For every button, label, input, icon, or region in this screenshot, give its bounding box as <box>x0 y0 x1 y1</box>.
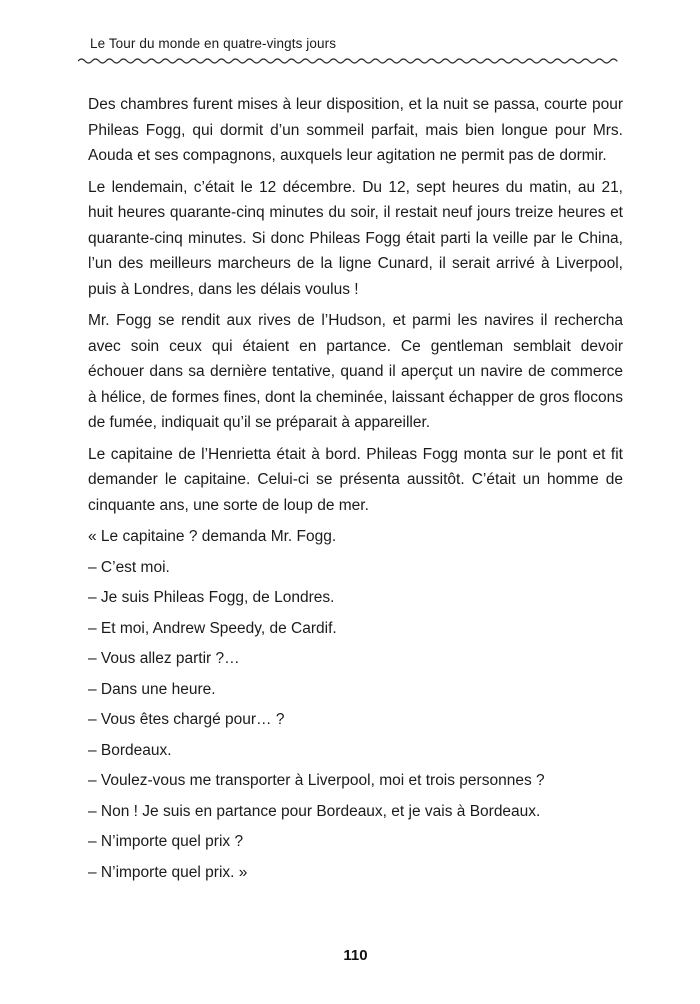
page-text-block <box>88 92 623 890</box>
wavy-path <box>78 59 617 63</box>
dialogue-line: – Non ! Je suis en partance pour Bordeaux, et je vais à Bordeaux. <box>88 802 541 820</box>
dialogue-line: – Voulez-vous me transporter à Liverpool, moi et trois personnes ? <box>88 772 545 789</box>
dialogue-line: – Et moi, Andrew Speedy, de Cardif. <box>88 619 337 637</box>
dialogue-line: – Vous êtes chargé pour… ? <box>88 711 285 728</box>
dialogue-line: – Dans une heure. <box>88 680 216 698</box>
dialogue-line: – Vous allez partir ?… <box>88 650 240 667</box>
paragraph: Le lendemain, c’était le 12 décembre. Du 12, sept heures du matin, au 21, huit heures quarante-cinq minutes du soir, il restait neuf jours treize heures et quarante-cinq minutes. Si donc Phileas Fogg était parti la veille par le China, l’un des meilleurs marcheurs de la ligne Cunard, il serait arrivé à Liverpool, puis à Londres, dans les délais voulus ! <box>88 178 623 298</box>
paragraph: Le capitaine de l’Henrietta était à bord. Phileas Fogg monta sur le pont et fit demander le capitaine. Celui-ci se présenta aussitôt. C’était un homme de cinquante ans, une sorte de loup de mer. <box>88 445 623 514</box>
page-number: 110 <box>343 947 368 964</box>
dialogue-line: – Bordeaux. <box>88 741 172 759</box>
dialogue-line: « Le capitaine ? demanda Mr. Fogg. <box>88 528 337 545</box>
running-header-title: Le Tour du monde en quatre-vingts jours <box>90 36 337 51</box>
paragraph: Des chambres furent mises à leur disposition, et la nuit se passa, courte pour Phileas Fogg, qui dormit d’un sommeil parfait, mais bien longue pour Mrs. Aouda et ses compagnons, auxquels leur agitation ne permit pas de dormir. <box>88 96 623 164</box>
paragraph: Mr. Fogg se rendit aux rives de l’Hudson, et parmi les navires il rechercha avec soin ceux qui étaient en partance. Ce gentleman semblait devoir échouer dans sa dernière tentative, quand il aperçut un navire de commerce à hélice, de formes fines, dont la cheminée, laissant échapper de gros flocons de fumée, indiquait qu’il se préparait à appareiller. <box>88 312 623 431</box>
dialogue-line: – N’importe quel prix. » <box>88 863 248 881</box>
dialogue-line: – N’importe quel prix ? <box>88 833 244 850</box>
wavy-divider-line <box>78 56 618 66</box>
dialogue-line: – C’est moi. <box>88 558 170 576</box>
dialogue-line: – Je suis Phileas Fogg, de Londres. <box>88 589 335 606</box>
